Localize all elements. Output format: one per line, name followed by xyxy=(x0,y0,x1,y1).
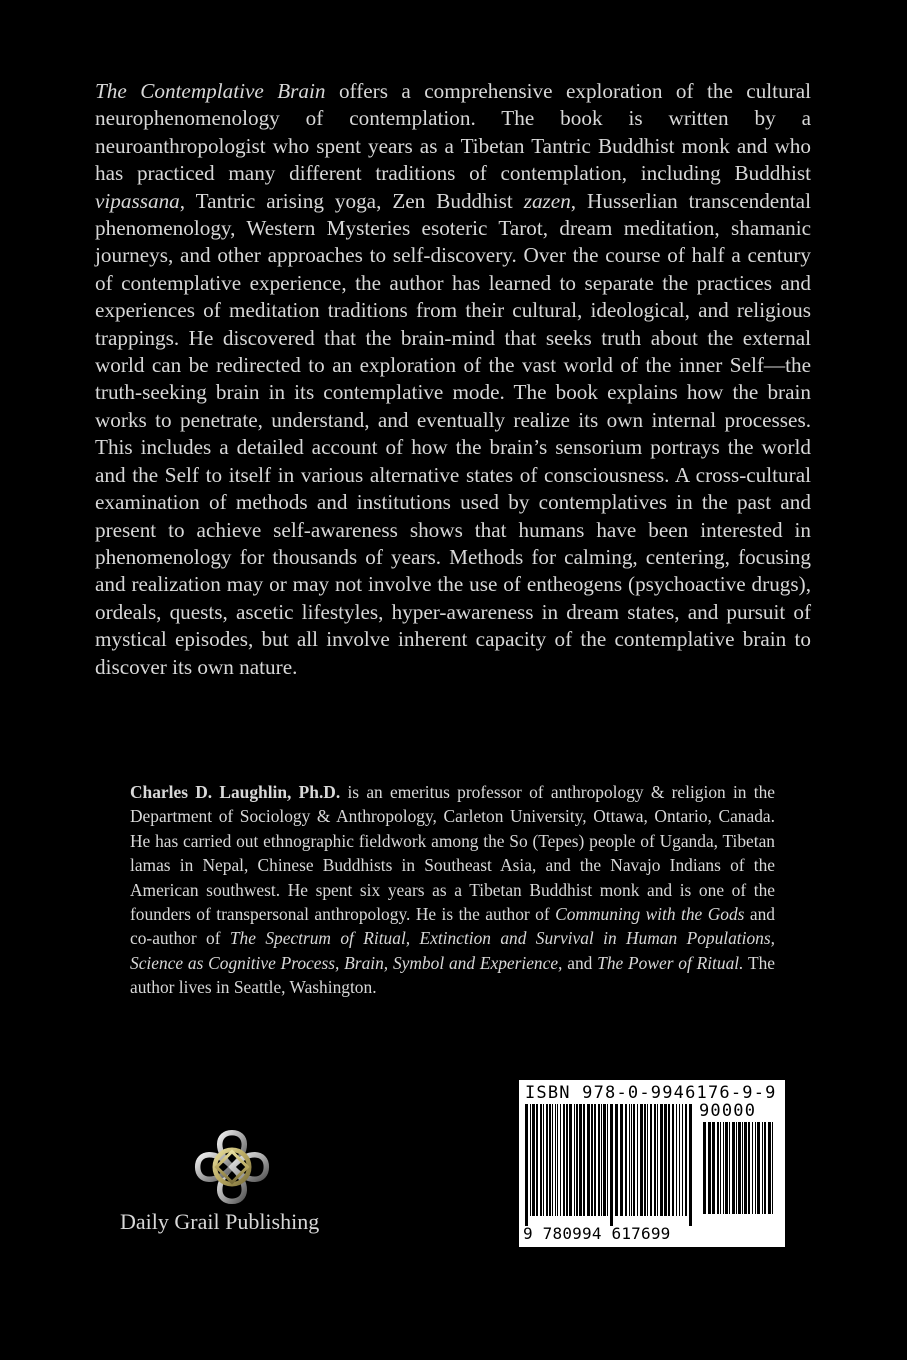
barcode-bar xyxy=(748,1122,750,1214)
barcode-bar xyxy=(633,1104,635,1216)
barcode-bar xyxy=(682,1104,683,1216)
barcode-bar xyxy=(732,1122,735,1214)
barcode-bar xyxy=(654,1104,656,1216)
barcode-bar xyxy=(532,1104,535,1216)
barcode-bar xyxy=(552,1104,553,1216)
barcode-bar xyxy=(717,1122,719,1214)
barcode-bar xyxy=(583,1104,585,1216)
barcode-bar xyxy=(629,1104,630,1216)
barcode-bar xyxy=(772,1122,773,1214)
barcode-bar xyxy=(647,1104,648,1216)
publisher-name: Daily Grail Publishing xyxy=(120,1209,320,1234)
barcode-bar xyxy=(708,1122,711,1214)
barcode-bar xyxy=(579,1104,582,1216)
barcode-bar xyxy=(601,1104,602,1216)
barcode-bar xyxy=(543,1104,544,1216)
barcode-bar xyxy=(668,1104,670,1216)
barcode-bar xyxy=(525,1104,528,1226)
book-power-of-ritual: The Power of Ritual. xyxy=(597,952,744,973)
book-communing: Communing with the Gods xyxy=(555,904,745,925)
barcode-bar xyxy=(631,1104,632,1216)
barcode-bar xyxy=(689,1104,692,1226)
barcode-bar xyxy=(637,1104,638,1216)
barcode-bar xyxy=(640,1104,643,1216)
barcode-bar xyxy=(546,1104,548,1216)
barcode-bar xyxy=(664,1104,667,1216)
barcode-bar xyxy=(736,1122,737,1214)
barcode-bar xyxy=(764,1122,766,1214)
book-list: The Spectrum of Ritual, Extinction and Survival in Human Populations, Science as Cognitive Process, Brain, Symbol and Experience, xyxy=(130,928,775,973)
barcode-bar xyxy=(723,1122,724,1214)
barcode-bar xyxy=(742,1122,743,1214)
bio-text-3: and xyxy=(562,952,598,973)
description-text-3: , Husserlian transcendental phenomenology, Western Mysteries esoteric Tarot, dream meditation, shamanic journeys, and other approaches to self-discovery. Over the course of half a century of contemplative experience, the author has learned to separate the practices and experiences of meditation traditions from their cultural, ideological, and religious trappings. He discovered that the brain-mind that seeks truth about the external world can be redirected to an exploration of the vast world of the inner Self—the truth-seeking brain in its contemplative mode. The book explains how the brain works to penetrate, understand, and eventually realize its own internal processes. This includes a detailed account of how the brain’s sensorium portrays the world and the Self to itself in various alternative states of consciousness. A cross-cultural examination of methods and institutions used by contemplatives in the past and present to achieve self-awareness shows that humans have been interested in phenomenology for thousands of years. Methods for calming, centering, focusing and realization may or may not involve the use of entheogens (psychoactive drugs), ordeals, quests, ascetic lifestyles, hyper-awareness in dream states, and pursuit of mystical episodes, but all involve inherent capacity of the contemplative brain to discover its own nature. xyxy=(95,188,811,679)
barcode-bar xyxy=(660,1104,663,1216)
barcode-bar xyxy=(569,1104,572,1216)
ean-digits: 9 780994 617699 xyxy=(523,1224,671,1243)
barcode-bar xyxy=(725,1122,728,1214)
barcode-bar xyxy=(644,1104,646,1216)
book-title: The Contemplative Brain xyxy=(95,79,326,103)
barcode-bar xyxy=(598,1104,600,1216)
author-bio xyxy=(130,780,775,1000)
barcode-bar xyxy=(540,1104,542,1216)
barcode-bar xyxy=(603,1104,606,1216)
ean-barcode-bars xyxy=(525,1104,697,1226)
barcode-bar xyxy=(720,1122,721,1214)
barcode-bar xyxy=(557,1104,558,1216)
barcode-bar xyxy=(738,1122,741,1214)
author-name: Charles D. Laughlin, Ph.D. xyxy=(130,782,341,802)
bio-text-4: The author lives in Seattle, Washington. xyxy=(130,952,776,998)
term-zazen: zazen xyxy=(523,188,571,213)
bio-text-2: and co-author of xyxy=(130,904,775,949)
description-text-2: , Tantric arising yoga, Zen Buddhist xyxy=(179,188,524,213)
barcode-bar xyxy=(587,1104,590,1216)
barcode-bar xyxy=(607,1104,608,1216)
barcode-bar xyxy=(685,1104,687,1216)
barcode-bar xyxy=(536,1104,538,1216)
barcode-bar xyxy=(594,1104,596,1216)
barcode-bar xyxy=(768,1122,771,1214)
barcode-bar xyxy=(762,1122,763,1214)
book-description xyxy=(95,78,811,681)
barcode-bar xyxy=(620,1104,623,1216)
barcode-bar xyxy=(703,1122,706,1214)
barcode-bar xyxy=(679,1104,680,1216)
barcode-bar xyxy=(757,1122,760,1214)
barcode-bar xyxy=(610,1104,613,1226)
barcode-bar xyxy=(729,1122,730,1214)
addon-barcode-bars xyxy=(703,1122,779,1224)
description-text-1: offers a comprehensive exploration of the cultural neurophenomenology of contemplation. The book is written by a neuroanthropologist who spent years as a Tibetan Tantric Buddhist monk and who has practiced many different traditions of contemplation, including Buddhist xyxy=(95,79,812,186)
barcode-bar xyxy=(563,1104,565,1216)
term-vipassana: vipassana xyxy=(95,188,180,213)
barcode-bar xyxy=(744,1122,747,1214)
barcode-bar xyxy=(555,1104,556,1216)
celtic-knot-icon xyxy=(193,1128,271,1206)
barcode-bar xyxy=(625,1104,627,1216)
barcode-bar xyxy=(650,1104,652,1216)
barcode-bar xyxy=(752,1122,753,1214)
isbn-number: ISBN 978-0-9946176-9-9 xyxy=(525,1083,777,1103)
barcode-bar xyxy=(672,1104,674,1216)
barcode-bar xyxy=(755,1122,756,1214)
barcode-bar xyxy=(591,1104,593,1216)
barcode-bar xyxy=(576,1104,578,1216)
barcode-bar xyxy=(657,1104,658,1216)
barcode-bar xyxy=(615,1104,618,1216)
barcode-bar xyxy=(712,1122,715,1214)
isbn-barcode xyxy=(519,1080,785,1247)
barcode-bar xyxy=(676,1104,677,1216)
barcode-bar xyxy=(530,1104,531,1216)
barcode-bar xyxy=(566,1104,568,1216)
bio-text-1: is an emeritus professor of anthropology & religion in the Department of Sociology & Anthropology, Carleton University, Ottawa, Ontario, Canada. He has carried out ethnographic fieldwork among the So (Tepes) people of Uganda, Tibetan lamas in Nepal, Chinese Buddhists in Southeast Asia, and the Navajo Indians of the American southwest. He spent six years as a Tibetan Buddhist monk and is one of the founders of transpersonal anthropology. He is the author of xyxy=(130,782,776,925)
barcode-bar xyxy=(560,1104,561,1216)
barcode-bar xyxy=(549,1104,551,1216)
price-code: 90000 xyxy=(699,1101,757,1121)
barcode-bar xyxy=(574,1104,575,1216)
